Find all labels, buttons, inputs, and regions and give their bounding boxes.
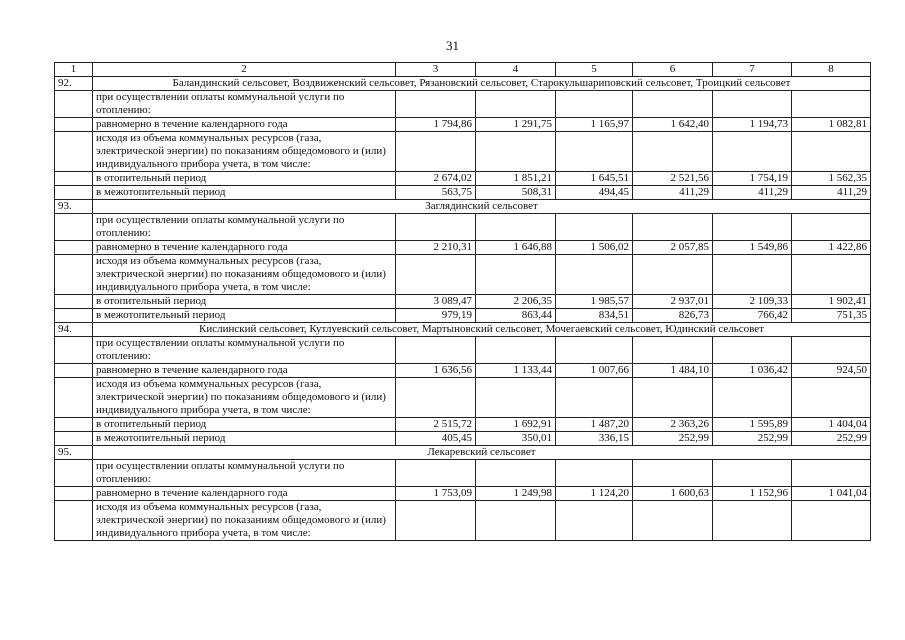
value-cell: 2 210,31 (396, 241, 476, 255)
row-number-cell (55, 337, 93, 364)
value-cell (556, 378, 633, 418)
value-cell: 405,45 (396, 432, 476, 446)
column-header: 2 (93, 63, 396, 77)
column-header: 4 (476, 63, 556, 77)
value-cell: 1 794,86 (396, 118, 476, 132)
row-number-cell (55, 460, 93, 487)
row-number-cell (55, 241, 93, 255)
value-cell: 411,29 (713, 186, 792, 200)
row-number-cell (55, 378, 93, 418)
value-cell (792, 132, 871, 172)
row-number-cell (55, 214, 93, 241)
value-cell (633, 214, 713, 241)
row-number-cell (55, 118, 93, 132)
value-cell: 1 636,56 (396, 364, 476, 378)
value-cell: 1 487,20 (556, 418, 633, 432)
value-cell (792, 214, 871, 241)
value-cell (396, 460, 476, 487)
value-cell (476, 378, 556, 418)
value-cell (396, 501, 476, 541)
value-cell: 563,75 (396, 186, 476, 200)
row-label: в отопительный период (93, 295, 396, 309)
value-cell (633, 378, 713, 418)
row-label: равномерно в течение календарного года (93, 241, 396, 255)
value-cell (556, 337, 633, 364)
value-cell: 494,45 (556, 186, 633, 200)
table-body (55, 63, 871, 541)
table-row (55, 214, 871, 241)
value-cell (476, 337, 556, 364)
value-cell (556, 255, 633, 295)
value-cell: 1 484,10 (633, 364, 713, 378)
table-row (55, 255, 871, 295)
row-label: при осуществлении оплаты коммунальной услуги по отоплению: (93, 460, 396, 487)
row-label: исходя из объема коммунальных ресурсов (газа, электрической энергии) по показаниям общедомового и (или) индивидуального прибора учета, в том числе: (93, 501, 396, 541)
value-cell (476, 460, 556, 487)
value-cell (396, 132, 476, 172)
value-cell: 1 422,86 (792, 241, 871, 255)
value-cell: 411,29 (633, 186, 713, 200)
value-cell: 252,99 (713, 432, 792, 446)
value-cell (556, 132, 633, 172)
row-label: исходя из объема коммунальных ресурсов (газа, электрической энергии) по показаниям общедомового и (или) индивидуального прибора учета, в том числе: (93, 378, 396, 418)
value-cell (396, 378, 476, 418)
value-cell: 1 404,04 (792, 418, 871, 432)
row-label: в межотопительный период (93, 186, 396, 200)
section-title: Лекаревский сельсовет (93, 446, 871, 460)
value-cell: 2 515,72 (396, 418, 476, 432)
row-number-cell (55, 172, 93, 186)
section-header-row (55, 323, 871, 337)
table-row (55, 487, 871, 501)
value-cell: 1 692,91 (476, 418, 556, 432)
table-row (55, 172, 871, 186)
value-cell: 1 595,89 (713, 418, 792, 432)
value-cell: 411,29 (792, 186, 871, 200)
value-cell: 1 645,51 (556, 172, 633, 186)
row-label: при осуществлении оплаты коммунальной услуги по отоплению: (93, 91, 396, 118)
row-label: в межотопительный период (93, 309, 396, 323)
value-cell (792, 378, 871, 418)
table-row (55, 418, 871, 432)
column-header: 8 (792, 63, 871, 77)
value-cell: 1 902,41 (792, 295, 871, 309)
value-cell: 1 133,44 (476, 364, 556, 378)
row-number-cell (55, 418, 93, 432)
table-row (55, 309, 871, 323)
row-label: в отопительный период (93, 172, 396, 186)
section-title: Баландинский сельсовет, Воздвиженский сельсовет, Рязановский сельсовет, Старокульшариповский сельсовет, Троицкий сельсовет (93, 77, 871, 91)
table-row (55, 460, 871, 487)
value-cell: 2 521,56 (633, 172, 713, 186)
value-cell (792, 460, 871, 487)
section-number: 94. (55, 323, 93, 337)
row-number-cell (55, 295, 93, 309)
value-cell: 1 549,86 (713, 241, 792, 255)
value-cell (633, 132, 713, 172)
value-cell: 1 291,75 (476, 118, 556, 132)
value-cell: 2 206,35 (476, 295, 556, 309)
value-cell: 1 007,66 (556, 364, 633, 378)
value-cell (396, 255, 476, 295)
value-cell: 508,31 (476, 186, 556, 200)
section-header-row (55, 446, 871, 460)
table-row (55, 241, 871, 255)
value-cell: 1 646,88 (476, 241, 556, 255)
value-cell (556, 501, 633, 541)
value-cell: 979,19 (396, 309, 476, 323)
row-number-cell (55, 364, 93, 378)
table-row (55, 91, 871, 118)
row-label: в отопительный период (93, 418, 396, 432)
section-title: Кислинский сельсовет, Кутлуевский сельсовет, Мартыновский сельсовет, Мочегаевский сельсовет, Юдинский сельсовет (93, 323, 871, 337)
value-cell (713, 378, 792, 418)
value-cell: 1 152,96 (713, 487, 792, 501)
value-cell: 336,15 (556, 432, 633, 446)
row-number-cell (55, 501, 93, 541)
value-cell: 924,50 (792, 364, 871, 378)
value-cell (713, 255, 792, 295)
value-cell (792, 91, 871, 118)
value-cell (476, 214, 556, 241)
value-cell (792, 501, 871, 541)
value-cell (792, 337, 871, 364)
value-cell: 3 089,47 (396, 295, 476, 309)
value-cell (713, 91, 792, 118)
value-cell: 1 506,02 (556, 241, 633, 255)
row-number-cell (55, 309, 93, 323)
tariff-table (54, 62, 871, 541)
value-cell: 2 363,26 (633, 418, 713, 432)
value-cell: 1 194,73 (713, 118, 792, 132)
table-row (55, 118, 871, 132)
value-cell: 1 754,19 (713, 172, 792, 186)
row-number-cell (55, 487, 93, 501)
table-row (55, 432, 871, 446)
table-row (55, 364, 871, 378)
column-header: 5 (556, 63, 633, 77)
table-row (55, 501, 871, 541)
row-number-cell (55, 186, 93, 200)
value-cell: 751,35 (792, 309, 871, 323)
row-label: при осуществлении оплаты коммунальной услуги по отоплению: (93, 337, 396, 364)
table-row (55, 132, 871, 172)
row-label: при осуществлении оплаты коммунальной услуги по отоплению: (93, 214, 396, 241)
section-number: 93. (55, 200, 93, 214)
column-header-row (55, 63, 871, 77)
row-number-cell (55, 255, 93, 295)
value-cell (556, 91, 633, 118)
column-header: 6 (633, 63, 713, 77)
value-cell (476, 501, 556, 541)
row-label: равномерно в течение календарного года (93, 118, 396, 132)
value-cell (633, 337, 713, 364)
value-cell (713, 501, 792, 541)
value-cell: 1 036,42 (713, 364, 792, 378)
value-cell (396, 214, 476, 241)
value-cell (396, 91, 476, 118)
value-cell: 834,51 (556, 309, 633, 323)
section-number: 95. (55, 446, 93, 460)
value-cell (713, 214, 792, 241)
column-header: 3 (396, 63, 476, 77)
value-cell: 2 109,33 (713, 295, 792, 309)
row-number-cell (55, 91, 93, 118)
row-number-cell (55, 432, 93, 446)
row-label: исходя из объема коммунальных ресурсов (газа, электрической энергии) по показаниям общедомового и (или) индивидуального прибора учета, в том числе: (93, 132, 396, 172)
value-cell: 1 985,57 (556, 295, 633, 309)
value-cell: 1 041,04 (792, 487, 871, 501)
value-cell (713, 337, 792, 364)
value-cell (476, 132, 556, 172)
table-row (55, 378, 871, 418)
value-cell (792, 255, 871, 295)
value-cell: 1 082,81 (792, 118, 871, 132)
value-cell: 350,01 (476, 432, 556, 446)
value-cell: 252,99 (792, 432, 871, 446)
value-cell: 252,99 (633, 432, 713, 446)
value-cell (633, 255, 713, 295)
value-cell: 2 937,01 (633, 295, 713, 309)
value-cell (556, 460, 633, 487)
section-header-row (55, 200, 871, 214)
value-cell: 1 753,09 (396, 487, 476, 501)
page-number: 31 (446, 38, 459, 53)
value-cell (476, 91, 556, 118)
row-label: равномерно в течение календарного года (93, 364, 396, 378)
value-cell: 1 165,97 (556, 118, 633, 132)
value-cell (633, 91, 713, 118)
value-cell: 1 249,98 (476, 487, 556, 501)
value-cell (633, 460, 713, 487)
value-cell: 1 642,40 (633, 118, 713, 132)
row-number-cell (55, 132, 93, 172)
column-header: 1 (55, 63, 93, 77)
row-label: равномерно в течение календарного года (93, 487, 396, 501)
section-number: 92. (55, 77, 93, 91)
section-header-row (55, 77, 871, 91)
value-cell (476, 255, 556, 295)
value-cell: 1 851,21 (476, 172, 556, 186)
row-label: исходя из объема коммунальных ресурсов (газа, электрической энергии) по показаниям общедомового и (или) индивидуального прибора учета, в том числе: (93, 255, 396, 295)
table-row (55, 337, 871, 364)
value-cell: 826,73 (633, 309, 713, 323)
value-cell: 1 600,63 (633, 487, 713, 501)
value-cell: 2 057,85 (633, 241, 713, 255)
value-cell (633, 501, 713, 541)
value-cell (713, 132, 792, 172)
row-label: в межотопительный период (93, 432, 396, 446)
value-cell: 766,42 (713, 309, 792, 323)
value-cell (713, 460, 792, 487)
section-title: Заглядинский сельсовет (93, 200, 871, 214)
value-cell: 863,44 (476, 309, 556, 323)
value-cell: 1 562,35 (792, 172, 871, 186)
value-cell: 2 674,02 (396, 172, 476, 186)
value-cell: 1 124,20 (556, 487, 633, 501)
value-cell (556, 214, 633, 241)
table-row (55, 186, 871, 200)
column-header: 7 (713, 63, 792, 77)
value-cell (396, 337, 476, 364)
table-row (55, 295, 871, 309)
